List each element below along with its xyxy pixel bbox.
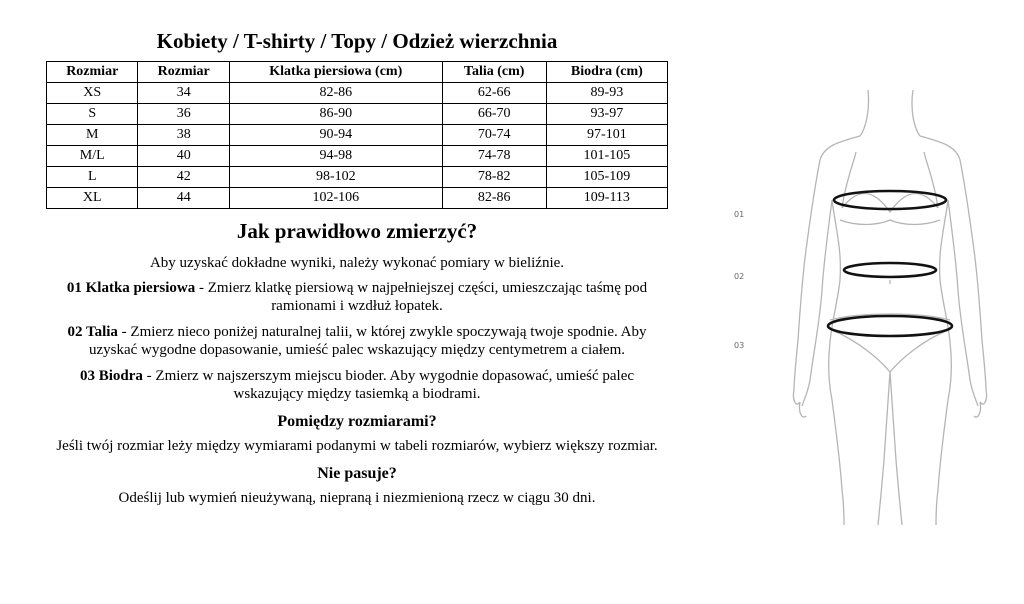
- cell-waist: 74-78: [442, 146, 546, 167]
- cell-size: XS: [47, 83, 138, 104]
- cell-size-number: 44: [138, 188, 229, 209]
- measure-chest-label: 01 Klatka piersiowa: [66, 280, 196, 296]
- cell-size: M: [47, 125, 138, 146]
- label-chest: 01: [734, 210, 745, 219]
- cell-chest: 90-94: [229, 125, 442, 146]
- measure-chest-text: - Zmierz klatkę piersiową w najpełniejszej części, umieszczając taśmę pod ramionami i wzdłuż łopatek.: [195, 280, 648, 314]
- cell-hips: 93-97: [546, 104, 667, 125]
- header-size-number: Rozmiar: [138, 62, 229, 83]
- cell-hips: 101-105: [546, 146, 667, 167]
- measure-hips: [44, 367, 670, 403]
- cell-chest: 102-106: [229, 188, 442, 209]
- chest-tape: [834, 191, 946, 209]
- cell-waist: 62-66: [442, 83, 546, 104]
- body-measurement-figure: [720, 80, 1020, 530]
- table-row: [47, 146, 668, 167]
- table-row: [47, 104, 668, 125]
- measure-waist-text: - Zmierz nieco poniżej naturalnej talii, w której zwykle spoczywają twoje spodnie. Aby uzyskać wygodne dopasowanie, umieść palec wskazujący między centymetrem a ciałem.: [88, 324, 647, 358]
- cell-waist: 66-70: [442, 104, 546, 125]
- header-waist: Talia (cm): [442, 62, 546, 83]
- label-waist: 02: [734, 272, 745, 281]
- cell-size: L: [47, 167, 138, 188]
- size-guide: [44, 28, 670, 515]
- between-sizes-text: Jeśli twój rozmiar leży między wymiarami podanymi w tabeli rozmiarów, wybierz większy rozmiar.: [56, 438, 658, 454]
- between-sizes-heading: Pomiędzy rozmiarami?: [277, 413, 437, 430]
- measure-hips-text: - Zmierz w najszerszym miejscu bioder. Aby wygodnie dopasować, umieść palec wskazujący między tasiemką a biodrami.: [142, 368, 635, 402]
- cell-size: S: [47, 104, 138, 125]
- page-title: Kobiety / T-shirty / Topy / Odzież wierzchnia: [156, 29, 558, 53]
- body-outline-illustration: [720, 80, 1020, 530]
- measure-waist-label: 02 Talia: [67, 324, 118, 340]
- cell-chest: 82-86: [229, 83, 442, 104]
- table-header-row: [47, 62, 668, 83]
- cell-hips: 97-101: [546, 125, 667, 146]
- cell-waist: 78-82: [442, 167, 546, 188]
- header-chest: Klatka piersiowa (cm): [229, 62, 442, 83]
- hips-tape: [828, 316, 952, 336]
- cell-waist: 82-86: [442, 188, 546, 209]
- howto-intro: Aby uzyskać dokładne wyniki, należy wykonać pomiary w bieliźnie.: [149, 255, 565, 271]
- howto-heading: Jak prawidłowo zmierzyć?: [236, 219, 478, 243]
- waist-tape: [844, 263, 936, 277]
- cell-hips: 109-113: [546, 188, 667, 209]
- table-row: [47, 167, 668, 188]
- table-row: [47, 125, 668, 146]
- cell-waist: 70-74: [442, 125, 546, 146]
- cell-size: M/L: [47, 146, 138, 167]
- cell-size-number: 42: [138, 167, 229, 188]
- cell-chest: 86-90: [229, 104, 442, 125]
- cell-size-number: 34: [138, 83, 229, 104]
- table-row: [47, 188, 668, 209]
- cell-size-number: 40: [138, 146, 229, 167]
- cell-hips: 89-93: [546, 83, 667, 104]
- label-hips: 03: [734, 341, 745, 350]
- size-table: [46, 61, 668, 209]
- cell-chest: 98-102: [229, 167, 442, 188]
- cell-size: XL: [47, 188, 138, 209]
- table-row: [47, 83, 668, 104]
- no-fit-text: Odeślij lub wymień nieużywaną, niepraną i niezmienioną rzecz w ciągu 30 dni.: [118, 490, 596, 506]
- header-hips: Biodra (cm): [546, 62, 667, 83]
- cell-size-number: 38: [138, 125, 229, 146]
- no-fit-heading: Nie pasuje?: [317, 465, 397, 482]
- cell-chest: 94-98: [229, 146, 442, 167]
- body-outline: [793, 90, 986, 525]
- measure-waist: [44, 323, 670, 359]
- cell-hips: 105-109: [546, 167, 667, 188]
- cell-size-number: 36: [138, 104, 229, 125]
- measure-chest: [44, 279, 670, 315]
- header-size: Rozmiar: [47, 62, 138, 83]
- measure-hips-label: 03 Biodra: [79, 368, 143, 384]
